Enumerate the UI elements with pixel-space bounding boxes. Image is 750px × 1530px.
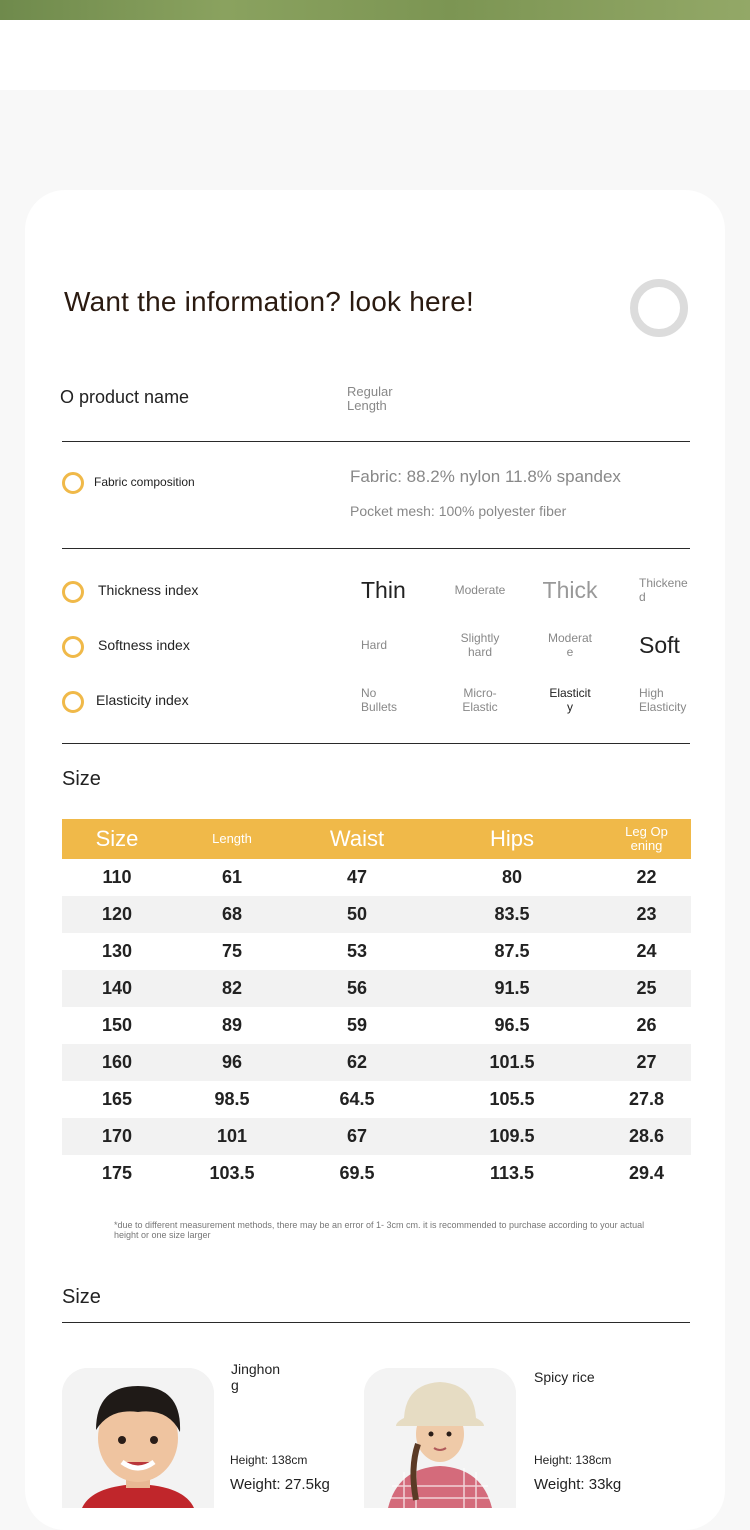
size-cell: 62	[292, 1044, 422, 1081]
size-cell: 140	[62, 970, 172, 1007]
size-cell: 105.5	[489, 1089, 535, 1109]
size-cell: 130	[101, 941, 133, 961]
size-header-cell: Size	[62, 819, 172, 859]
index-label: Softness index	[98, 637, 190, 653]
size-cell: 68	[172, 896, 292, 933]
size-header-cell: Length	[172, 819, 292, 859]
index-level: Thin	[361, 577, 406, 603]
model-weight-2: Weight: 33kg	[534, 1476, 622, 1493]
model-height-2: Height: 138cm	[534, 1453, 612, 1467]
product-name-label: O product name	[60, 387, 190, 407]
size-cell: 47	[346, 867, 368, 887]
size-cell: 27.8	[628, 1089, 665, 1109]
table-row	[62, 1007, 691, 1044]
index-level: No Bullets	[361, 686, 398, 714]
size-cell: 25	[602, 970, 691, 1007]
table-row	[62, 933, 691, 970]
fabric-line-2: Pocket mesh: 100% polyester fiber	[350, 503, 567, 519]
fabric-line-1: Fabric: 88.2% nylon 11.8% spandex	[350, 467, 621, 486]
index-level: Micro- Elastic	[462, 686, 498, 714]
model-name-2: Spicy rice	[534, 1369, 595, 1385]
size-section-title: Size	[62, 768, 101, 790]
size-cell: 50	[292, 896, 422, 933]
size-cell: 67	[292, 1118, 422, 1155]
bullet-icon	[62, 472, 84, 494]
index-level: Thickene d	[639, 576, 688, 604]
size-cell: 27	[602, 1044, 691, 1081]
size-cell: 59	[346, 1015, 368, 1035]
ring-icon	[630, 279, 688, 337]
size-cell: 87.5	[494, 941, 530, 961]
size-cell: 69.5	[339, 1163, 375, 1183]
model-name-1: Jinghon g	[231, 1361, 281, 1393]
size-header-cell: Waist	[292, 819, 422, 859]
size-cell: 26	[636, 1015, 657, 1035]
table-row	[62, 1044, 691, 1081]
size-cell: 24	[636, 941, 657, 961]
bullet-icon	[62, 691, 84, 713]
size-cell: 56	[292, 970, 422, 1007]
index-label: Elasticity index	[96, 692, 189, 708]
white-band	[0, 20, 750, 90]
index-level: Elasticit y	[549, 686, 591, 714]
bullet-icon	[62, 636, 84, 658]
fabric-label: Fabric composition	[94, 475, 195, 489]
size-cell: 29.4	[628, 1163, 665, 1183]
size-cell: 75	[221, 941, 243, 961]
size-cell: 101	[172, 1118, 292, 1155]
size-table	[62, 819, 691, 1192]
size-cell: 80	[501, 867, 523, 887]
size-cell: 160	[62, 1044, 172, 1081]
index-level: Slightly hard	[460, 631, 500, 659]
index-level: Hard	[361, 638, 388, 652]
size-cell: 175	[101, 1163, 133, 1183]
model-height-1: Height: 138cm	[230, 1453, 308, 1467]
size-cell: 101.5	[422, 1044, 602, 1081]
measurement-note: *due to different measurement methods, there may be an error of 1- 3cm cm. it is recommended to purchase according to your actual height or one size larger	[114, 1220, 645, 1240]
size-cell: 91.5	[422, 970, 602, 1007]
size-header-cell: Leg Op ening	[602, 819, 691, 859]
size-cell: 96.5	[494, 1015, 530, 1035]
size-cell: 113.5	[489, 1163, 535, 1183]
table-row	[62, 859, 691, 896]
model-photo-boy	[62, 1368, 214, 1508]
size-cell: 89	[221, 1015, 243, 1035]
size-cell: 150	[101, 1015, 133, 1035]
size-cell: 22	[636, 867, 657, 887]
size-cell: 53	[346, 941, 368, 961]
divider	[62, 548, 690, 549]
divider	[62, 743, 690, 744]
size-table-header	[62, 819, 691, 859]
index-level: Moderate	[454, 583, 506, 597]
index-level: Moderat e	[547, 631, 593, 659]
size-cell: 23	[602, 896, 691, 933]
size-cell: 96	[172, 1044, 292, 1081]
size-cell: 109.5	[422, 1118, 602, 1155]
product-name-value-1: Regular	[347, 384, 393, 399]
table-row	[62, 896, 691, 933]
page-title: Want the information? look here!	[64, 286, 475, 317]
size-header-cell: Hips	[422, 819, 602, 859]
index-level: Thick	[542, 577, 598, 603]
index-level: High Elasticity	[639, 686, 687, 714]
size-cell: 98.5	[214, 1089, 250, 1109]
bullet-icon	[62, 581, 84, 603]
product-name-value-2: Length	[347, 398, 387, 413]
index-label: Thickness index	[98, 582, 199, 598]
model-weight-1: Weight: 27.5kg	[230, 1476, 330, 1493]
size-cell: 170	[62, 1118, 172, 1155]
divider	[62, 1322, 690, 1323]
size-cell: 110	[102, 867, 132, 887]
divider	[62, 441, 690, 442]
top-photo-strip	[0, 0, 750, 20]
table-row	[62, 970, 691, 1007]
size-cell: 28.6	[602, 1118, 691, 1155]
table-row	[62, 1118, 691, 1155]
size-cell: 120	[62, 896, 172, 933]
size-cell: 165	[101, 1089, 133, 1109]
size-cell: 64.5	[339, 1089, 375, 1109]
size-cell: 103.5	[209, 1163, 255, 1183]
size-cell: 82	[172, 970, 292, 1007]
size-cell: 61	[221, 867, 243, 887]
models-section-title: Size	[62, 1286, 101, 1308]
table-row	[62, 1155, 691, 1192]
size-cell: 83.5	[422, 896, 602, 933]
index-level: Soft	[639, 632, 680, 658]
table-row	[62, 1081, 691, 1118]
model-photo-girl	[364, 1368, 516, 1508]
